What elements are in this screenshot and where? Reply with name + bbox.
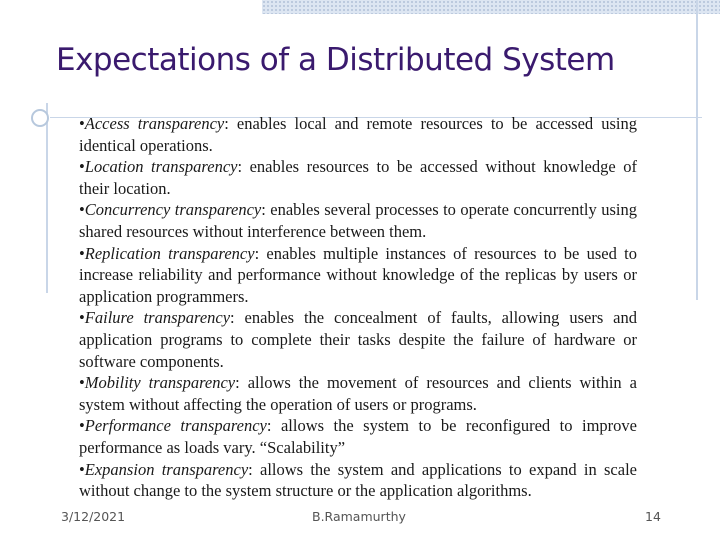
bullet-item-failure [79,307,637,372]
bullet-marker: • [79,200,85,220]
bullet-item-replication [79,243,637,308]
bullet-marker: • [79,114,85,133]
bullet-marker: • [79,157,85,177]
bullet-term: Access transparency [84,114,225,133]
bullet-item-expansion [79,459,637,502]
bullet-item-performance [79,415,637,458]
footer-author: B.Ramamurthy [312,509,406,524]
bullet-term: Location transparency [84,157,238,177]
bullet-text: : enables resources to be accessed without knowledge of their location. [79,157,637,198]
bullet-text: : allows the system and applications to expand in scale without change to the system structure or the application algorithms. [79,459,637,501]
decorative-left-line [46,103,48,293]
bullet-term: Mobility transparency [84,373,236,393]
bullet-item-location [79,156,637,199]
footer-date: 3/12/2021 [61,509,126,524]
bullet-term: Failure transparency [84,308,231,328]
footer-page-number: 14 [645,509,661,524]
bullet-text: : allows the movement of resources and clients within a system without affecting the operation of users or programs. [79,373,637,414]
decorative-circle-icon [31,109,49,127]
bullet-item-mobility [79,372,637,415]
bullet-marker: • [79,243,85,263]
bullet-text: : enables the concealment of faults, allowing users and application programs to complete their tasks despite the failure of hardware or software components. [79,308,637,371]
bullet-text: : allows the system to be reconfigured to improve performance as loads vary. “Scalability” [79,416,637,457]
bullet-text: : enables several processes to operate concurrently using shared resources without interference between them. [79,200,637,241]
bullet-marker: • [79,416,85,436]
bullet-item-access [79,113,637,156]
bullet-item-concurrency [79,199,637,242]
decorative-vertical-line [696,0,698,300]
bullet-marker: • [79,459,85,479]
bullet-term: Performance transparency [84,416,267,436]
slide-title: Expectations of a Distributed System [56,42,615,78]
bullet-text: : enables local and remote resources to be accessed using identical operations. [79,114,637,155]
bullet-term: Concurrency transparency [84,200,262,220]
slide-body [79,113,637,502]
bullet-text: : enables multiple instances of resources to be used to increase reliability and performance without knowledge of the replicas by users or application programmers. [79,243,637,306]
bullet-marker: • [79,308,85,328]
header-decoration-band [262,0,720,14]
bullet-term: Expansion transparency [84,459,249,479]
bullet-marker: • [79,373,85,393]
bullet-term: Replication transparency [84,243,255,263]
